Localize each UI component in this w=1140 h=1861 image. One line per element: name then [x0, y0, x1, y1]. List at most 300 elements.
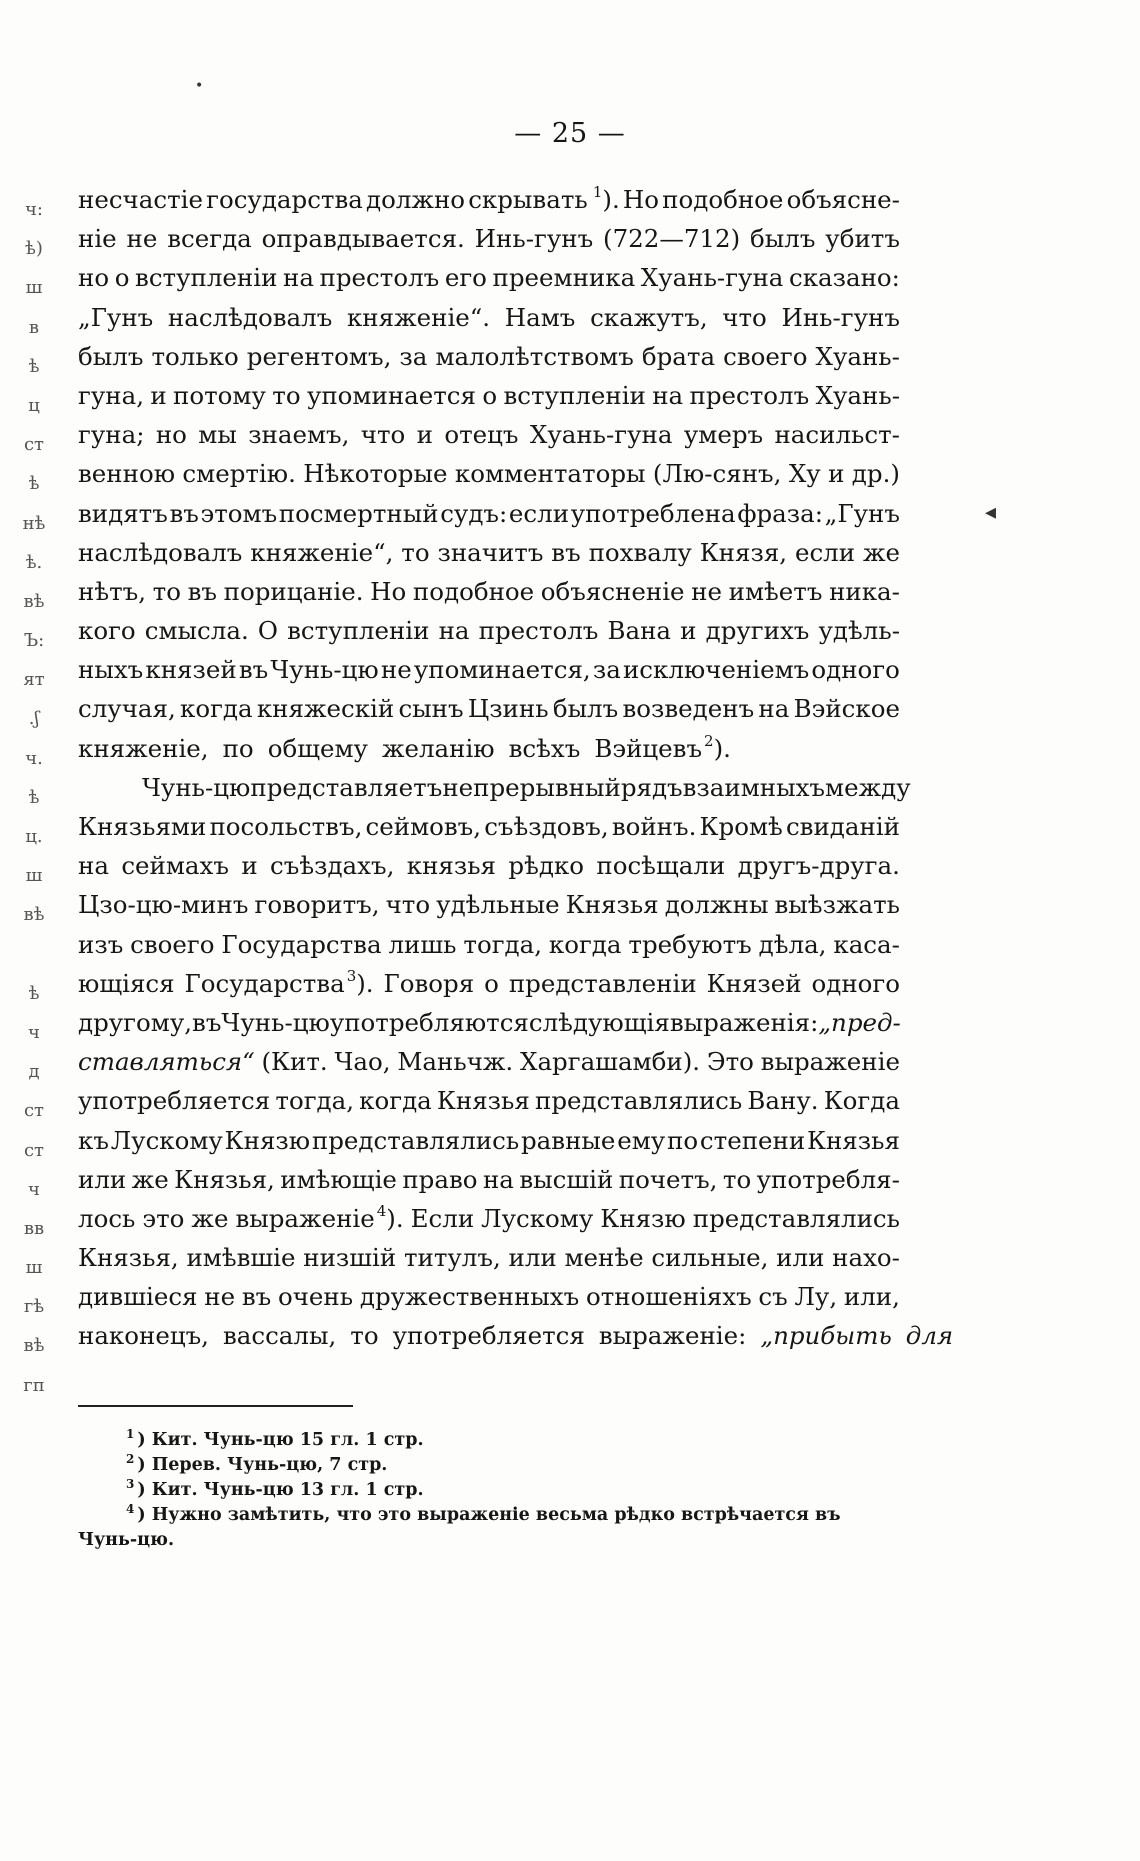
- word: то: [350, 1321, 379, 1351]
- word: не: [204, 1282, 236, 1312]
- word: порицаніе.: [223, 576, 364, 606]
- word: почетъ,: [618, 1164, 718, 1194]
- word: это: [142, 1203, 185, 1233]
- word: видятъ: [78, 498, 168, 528]
- word: ныхъ: [78, 655, 144, 685]
- word: представлялись: [311, 1125, 520, 1155]
- word: имѣвшіе: [186, 1243, 296, 1273]
- text-line: [78, 1199, 900, 1238]
- word: ющіяся: [78, 968, 175, 998]
- word: его: [444, 263, 487, 293]
- word: о: [484, 968, 499, 998]
- word: взаимныхъ: [682, 772, 826, 802]
- word: то: [272, 380, 301, 410]
- word: князья: [406, 851, 497, 881]
- word: за: [399, 341, 428, 371]
- word: О: [257, 616, 278, 646]
- word: Цзинь: [467, 694, 549, 724]
- footnotes: [78, 1428, 900, 1553]
- text-line: [78, 376, 900, 415]
- page-number: — 25 —: [514, 118, 626, 149]
- margin-fragment: в: [28, 316, 40, 338]
- margin-fragment: ш: [25, 1257, 43, 1279]
- word: выраженія:: [669, 1007, 819, 1037]
- word: малолѣтствомъ: [435, 341, 634, 371]
- word: употреблена: [570, 498, 736, 528]
- footnote-mark: 3: [126, 1477, 135, 1491]
- word: судъ:: [440, 498, 508, 528]
- margin-fragment: гѣ: [23, 1296, 45, 1318]
- word: государства: [206, 185, 363, 214]
- word: съѣздахъ,: [270, 851, 395, 881]
- word: не: [380, 655, 412, 685]
- word: требуютъ: [628, 929, 752, 959]
- word: рѣдко: [508, 851, 584, 881]
- word: Чунь-цю: [221, 1007, 330, 1037]
- word: брата: [641, 341, 716, 371]
- margin-fragment: ч: [28, 1178, 40, 1200]
- word: тогда,: [275, 1086, 355, 1116]
- word: былъ: [78, 341, 144, 371]
- word: въ: [192, 1007, 222, 1037]
- text-line: [78, 925, 900, 964]
- word: Лускому: [481, 1203, 594, 1233]
- word: случая,: [78, 694, 176, 724]
- word: княженіе“,: [250, 537, 394, 567]
- word: князей: [145, 655, 237, 685]
- word: къ: [78, 1125, 109, 1155]
- word: за: [592, 655, 621, 685]
- footnote-reference: 4: [376, 1201, 387, 1220]
- word: упоминается,: [413, 655, 591, 685]
- word: и: [150, 380, 167, 410]
- word: когда: [359, 1086, 432, 1116]
- word: что: [360, 420, 406, 450]
- footnote-reference: 2: [704, 731, 714, 750]
- left-margin-bleedthrough: [14, 190, 54, 1405]
- word: въ: [551, 537, 581, 567]
- footnote-text: ) Нужно замѣтить, что это выраженіе весьма рѣдко встрѣчается въ: [137, 1505, 841, 1525]
- word: представлялись: [692, 1203, 900, 1233]
- word: если: [508, 498, 570, 528]
- word: подобное: [662, 185, 784, 214]
- body-text: [78, 180, 954, 1356]
- word: лось: [78, 1203, 136, 1233]
- margin-fragment: Ъ:: [23, 630, 45, 652]
- word: другихъ: [705, 616, 810, 646]
- word: и: [241, 851, 258, 881]
- word: или: [508, 1243, 557, 1273]
- text-line: [78, 572, 900, 611]
- word: посѣщали: [596, 851, 726, 881]
- footnote-mark: 1: [126, 1427, 135, 1441]
- word: Князю: [600, 1203, 686, 1233]
- word: сынъ: [398, 694, 464, 724]
- word: объясненіе: [540, 576, 685, 606]
- word: Князья: [807, 1125, 900, 1155]
- word: Инь-гунъ: [474, 224, 594, 254]
- word: этомъ: [200, 498, 278, 528]
- word: выѣзжать: [774, 890, 900, 920]
- word: о: [114, 263, 130, 293]
- footnote-separator: [78, 1405, 353, 1407]
- word: въ: [169, 498, 199, 528]
- word: въ: [241, 1282, 272, 1312]
- text-line: [78, 1042, 900, 1081]
- text-line: [78, 1081, 900, 1120]
- margin-fragment: д: [28, 1061, 40, 1083]
- word: Нѣкоторые: [303, 459, 448, 489]
- margin-fragment: ѣ): [25, 238, 43, 260]
- word: Вэйцевъ $^2$).: [594, 731, 731, 763]
- word: имѣетъ: [728, 576, 823, 606]
- word: непрерывный: [442, 772, 621, 802]
- margin-fragment: ч:: [25, 199, 43, 220]
- text-line: [78, 533, 900, 572]
- word: гуна,: [78, 380, 144, 410]
- word: употребля-: [756, 1164, 900, 1194]
- footnote-reference: 3: [346, 966, 357, 985]
- text-line: [78, 1003, 900, 1042]
- word: „Гунъ: [824, 498, 900, 528]
- word: на: [438, 616, 470, 646]
- word: былъ: [750, 224, 816, 254]
- word: кого: [78, 616, 136, 646]
- word: Кромѣ: [699, 812, 783, 841]
- word: для: [905, 1321, 954, 1351]
- word: представляетъ: [250, 772, 443, 802]
- text-line: [78, 494, 900, 533]
- margin-fragment: ч.: [25, 747, 43, 769]
- word: Князья,: [78, 1243, 179, 1273]
- word: на: [283, 263, 314, 293]
- margin-fragment: ст: [23, 1139, 45, 1161]
- word: каса-: [833, 929, 900, 959]
- word: же: [191, 1203, 229, 1233]
- word: Но: [370, 576, 407, 606]
- word: должно: [366, 185, 466, 214]
- word: преемника: [492, 263, 636, 293]
- word: лишь: [388, 929, 457, 959]
- word: Князю: [224, 1125, 311, 1155]
- word: Ху: [788, 459, 821, 489]
- word: степени: [699, 1125, 806, 1155]
- footnote: [78, 1453, 900, 1478]
- word: гуна;: [78, 420, 145, 450]
- margin-fragment: ш: [25, 865, 43, 887]
- word: Это: [706, 1047, 754, 1077]
- text-line: [78, 1121, 900, 1160]
- word: Но: [622, 185, 660, 214]
- word: въ: [187, 576, 217, 606]
- word: Князья: [565, 890, 659, 920]
- word: комментаторы: [454, 459, 646, 489]
- margin-fragment: ѣ: [28, 786, 40, 808]
- word: наконецъ,: [78, 1321, 209, 1351]
- word: Чао,: [334, 1047, 391, 1077]
- word: рядъ: [620, 772, 683, 802]
- word: скажутъ,: [590, 302, 708, 332]
- word: Князья: [436, 1086, 530, 1116]
- margin-fragment: ц.: [25, 826, 43, 847]
- word: своего: [723, 341, 808, 371]
- text-line: [78, 180, 900, 219]
- word: не: [126, 224, 158, 254]
- text-line: [78, 1277, 900, 1316]
- word: о: [482, 380, 498, 410]
- margin-fragment: ѣ: [28, 355, 40, 377]
- word: выраженіе: [760, 1047, 900, 1077]
- word: сеймовъ,: [365, 812, 482, 841]
- text-line: [78, 1160, 900, 1199]
- word: потому: [173, 380, 266, 410]
- footnote: [78, 1428, 900, 1453]
- text-line: [78, 337, 900, 376]
- word: (722—712): [603, 224, 741, 254]
- word: говоритъ,: [254, 890, 380, 920]
- word: наслѣдовалъ: [167, 302, 333, 332]
- word: представленіи: [508, 968, 697, 998]
- word: $^1$).: [592, 183, 620, 214]
- footnote-text: ) Кит. Чунь-цю 13 гл. 1 стр.: [137, 1480, 424, 1500]
- word: (Лю-сянъ,: [652, 459, 782, 489]
- word: Цзо-цю-минъ: [78, 890, 249, 920]
- word: Вэйское: [793, 694, 900, 724]
- word: знаемъ,: [248, 420, 350, 450]
- word: Вану.: [747, 1086, 819, 1116]
- footnote-text: Чунь-цю.: [78, 1530, 175, 1550]
- text-line: [78, 807, 900, 846]
- word: высшій: [519, 1164, 614, 1194]
- text-line: [78, 611, 900, 650]
- word: же: [131, 1164, 169, 1194]
- text-line: [78, 729, 900, 768]
- word: вступленіи: [287, 616, 430, 646]
- word: всегда: [167, 224, 252, 254]
- word: менѣе: [564, 1243, 644, 1273]
- word: сеймахъ: [121, 851, 229, 881]
- word: „пред-: [818, 1007, 901, 1037]
- margin-fragment: ч: [28, 1021, 40, 1043]
- word: Если: [410, 1203, 475, 1233]
- word: княженіе,: [78, 733, 209, 763]
- word: мы: [198, 420, 237, 450]
- word: Маньчж.: [397, 1047, 514, 1077]
- word: выраженіе $^4$).: [235, 1201, 404, 1233]
- word: что: [385, 890, 431, 920]
- word: когда: [548, 929, 622, 959]
- word: желанію: [381, 733, 495, 763]
- word: нахо-: [832, 1243, 900, 1273]
- word: Князья,: [174, 1164, 275, 1194]
- word: другъ-друга.: [737, 851, 900, 881]
- word: тогда,: [463, 929, 543, 959]
- word: Когда: [823, 1086, 900, 1116]
- text-line: [78, 415, 900, 454]
- word: дружественныхъ: [359, 1282, 580, 1312]
- margin-fragment: вв: [23, 1217, 45, 1239]
- word: Хуань-гуна: [529, 420, 673, 450]
- word: употребляется: [78, 1086, 271, 1116]
- word: или: [776, 1243, 825, 1273]
- word: между: [825, 772, 911, 802]
- word: смысла.: [144, 616, 249, 646]
- word: войнъ.: [611, 812, 697, 841]
- word: и: [828, 459, 845, 489]
- word: „прибыть: [760, 1321, 892, 1351]
- word: никa-: [829, 576, 900, 606]
- margin-fragment: гп: [23, 1374, 45, 1396]
- word: Князя,: [699, 537, 788, 567]
- word: но: [155, 420, 187, 450]
- word: на: [482, 1164, 514, 1194]
- word: объясне-: [786, 185, 900, 214]
- text-line: [78, 689, 900, 728]
- footnote: [78, 1478, 900, 1503]
- word: Князьями: [78, 812, 207, 841]
- margin-fragment: ст: [23, 1100, 45, 1122]
- text-line: [78, 846, 900, 885]
- word: значитъ: [437, 537, 544, 567]
- text-line: [78, 768, 911, 807]
- word: своего: [130, 929, 215, 959]
- margin-fragment: ѣ.: [25, 551, 43, 573]
- word: скрывать: [468, 185, 588, 214]
- word: княженіе“.: [346, 302, 491, 332]
- word: Инь-гунъ: [781, 302, 900, 332]
- word: Чунь-цю: [270, 655, 379, 685]
- word: фраза:: [737, 498, 824, 528]
- word: княжескій: [256, 694, 395, 724]
- word: Хуань-гуна: [640, 263, 784, 293]
- word: Вана: [607, 616, 672, 646]
- word: „Гунъ: [78, 302, 154, 332]
- word: когда: [180, 694, 253, 724]
- word: очень: [277, 1282, 354, 1312]
- word: наслѣдовалъ: [78, 537, 243, 567]
- word: сказано:: [788, 263, 900, 293]
- word: не: [691, 576, 723, 606]
- text-line: [78, 298, 900, 337]
- margin-ink-mark: ◂: [985, 500, 997, 525]
- word: оправдывается.: [261, 224, 465, 254]
- word: представлялись: [534, 1086, 743, 1116]
- text-line: [78, 219, 900, 258]
- word: вступленіи: [503, 380, 646, 410]
- word: (Кит.: [261, 1047, 328, 1077]
- word: на: [758, 694, 790, 724]
- word: смертію.: [182, 459, 296, 489]
- text-line: [78, 885, 900, 924]
- word: посмертный: [278, 498, 439, 528]
- word: былъ: [552, 694, 619, 724]
- text-line: [78, 1238, 900, 1277]
- margin-fragment: .ʃ: [28, 708, 40, 730]
- footnote-text: ) Перев. Чунь-цю, 7 стр.: [137, 1455, 388, 1475]
- margin-fragment: вѣ: [23, 1335, 45, 1357]
- word: ставляться“: [78, 1047, 255, 1077]
- margin-fragment: ст: [23, 434, 45, 456]
- footnote-mark: 2: [126, 1452, 135, 1466]
- word: слѣдующія: [528, 1007, 670, 1037]
- word: венною: [78, 459, 176, 489]
- word: Хуань-: [815, 341, 900, 371]
- footnote: [78, 1503, 900, 1528]
- footnote-reference: 1: [592, 183, 603, 201]
- word: Государства: [221, 929, 382, 959]
- word: возведенъ: [622, 694, 755, 724]
- word: Князей: [706, 968, 802, 998]
- word: Говоря: [383, 968, 475, 998]
- word: должны: [664, 890, 769, 920]
- word: др.): [851, 459, 900, 489]
- text-line: [78, 650, 900, 689]
- word: Чунь-цю: [142, 772, 251, 802]
- word: употребляется: [392, 1321, 585, 1351]
- word: отношеніяхъ: [585, 1282, 752, 1312]
- margin-fragment: ѣ: [28, 473, 40, 495]
- word: изъ: [78, 929, 124, 959]
- word: выраженіе:: [598, 1321, 747, 1351]
- word: регентомъ,: [246, 341, 392, 371]
- word: титулъ,: [403, 1243, 501, 1273]
- margin-fragment: ѣ: [28, 982, 40, 1004]
- word: другому,: [78, 1007, 193, 1037]
- text-line: [78, 964, 900, 1003]
- word: Намъ: [504, 302, 576, 332]
- word: равные: [520, 1125, 616, 1155]
- word: по: [667, 1125, 699, 1155]
- word: употребляются: [329, 1007, 529, 1037]
- word: Лускому: [110, 1125, 223, 1155]
- word: нѣтъ,: [78, 576, 147, 606]
- word: посольствъ,: [209, 812, 363, 841]
- word: ніе: [78, 224, 117, 254]
- word: если: [794, 537, 856, 567]
- text-line: [78, 1316, 954, 1355]
- word: Харгашамби).: [520, 1047, 701, 1077]
- word: или: [78, 1164, 127, 1194]
- footnote: [78, 1528, 900, 1553]
- word: престолъ: [478, 616, 599, 646]
- margin-fragment: ш: [25, 277, 43, 299]
- word: упоминается: [306, 380, 476, 410]
- word: несчастіе: [78, 185, 203, 214]
- word: сильные,: [651, 1243, 769, 1273]
- margin-fragment: [14, 935, 54, 974]
- word: удѣльные: [436, 890, 560, 920]
- word: только: [151, 341, 239, 371]
- margin-fragment: вѣ: [23, 904, 45, 926]
- footnote-text: ) Кит. Чунь-цю 15 гл. 1 стр.: [137, 1430, 424, 1450]
- margin-fragment: ят: [23, 669, 45, 691]
- word: дѣла,: [758, 929, 827, 959]
- word: на: [78, 851, 109, 881]
- word: свиданій: [785, 812, 900, 841]
- word: что: [722, 302, 767, 332]
- ink-speck: •: [195, 78, 204, 94]
- word: имѣющіе: [280, 1164, 397, 1194]
- margin-fragment: вѣ: [23, 590, 45, 612]
- word: и: [680, 616, 697, 646]
- word: ему: [617, 1125, 666, 1155]
- text-line: [78, 258, 900, 297]
- word: съѣздовъ,: [484, 812, 609, 841]
- word: Лу,: [794, 1282, 838, 1312]
- word: на: [652, 380, 684, 410]
- word: въ: [238, 655, 269, 685]
- word: но: [78, 263, 110, 293]
